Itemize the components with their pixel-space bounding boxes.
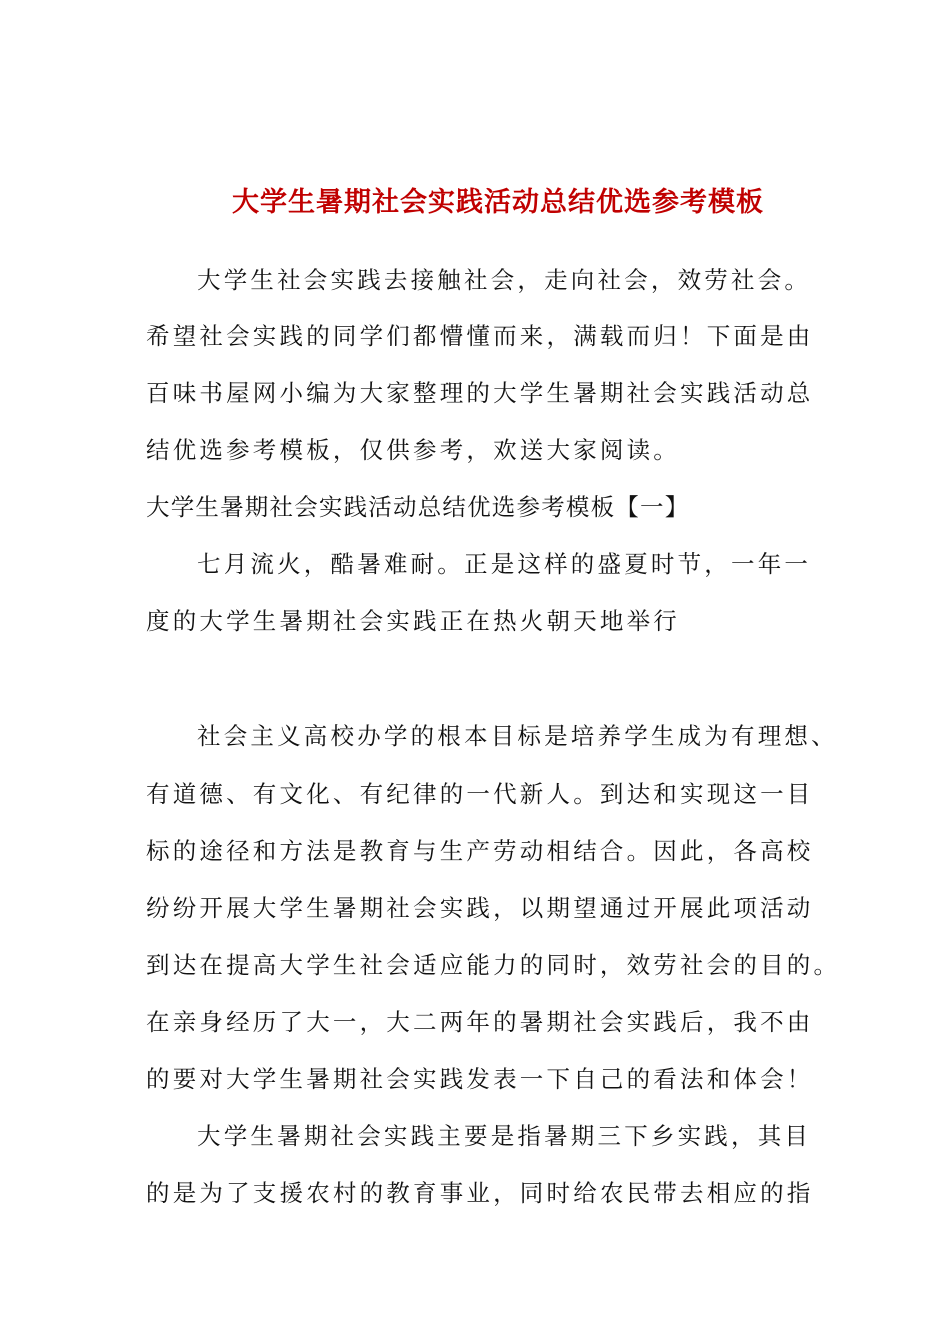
paragraph-line: 到达在提高大学生社会适应能力的同时，效劳社会的目的。 [146,951,841,979]
paragraph-line: 大学生暑期社会实践主要是指暑期三下乡实践，其目 [197,1122,812,1150]
paragraph-line: 七月流火，酷暑难耐。正是这样的盛夏时节，一年一 [197,550,812,578]
section-heading: 大学生暑期社会实践活动总结优选参考模板【一】 [146,493,690,521]
paragraph-line: 结优选参考模板，仅供参考，欢送大家阅读。 [146,436,680,464]
paragraph-line: 有道德、有文化、有纪律的一代新人。到达和实现这一目 [146,780,814,808]
paragraph-line: 标的途径和方法是教育与生产劳动相结合。因此，各高校 [146,837,814,865]
paragraph-line: 纷纷开展大学生暑期社会实践，以期望通过开展此项活动 [146,894,814,922]
document-title: 大学生暑期社会实践活动总结优选参考模板 [232,187,764,218]
paragraph-line: 的要对大学生暑期社会实践发表一下自己的看法和体会！ [146,1065,814,1093]
paragraph-line: 希望社会实践的同学们都懵懂而来，满载而归！下面是由 [146,322,814,350]
paragraph-line: 社会主义高校办学的根本目标是培养学生成为有理想、 [197,722,838,750]
paragraph-line: 百味书屋网小编为大家整理的大学生暑期社会实践活动总 [146,379,814,407]
paragraph-line: 在亲身经历了大一，大二两年的暑期社会实践后，我不由 [146,1008,814,1036]
paragraph-line: 度的大学生暑期社会实践正在热火朝天地举行 [146,607,680,635]
paragraph-line: 大学生社会实践去接触社会，走向社会，效劳社会。 [197,266,812,294]
paragraph-line: 的是为了支援农村的教育事业，同时给农民带去相应的指 [146,1179,814,1207]
